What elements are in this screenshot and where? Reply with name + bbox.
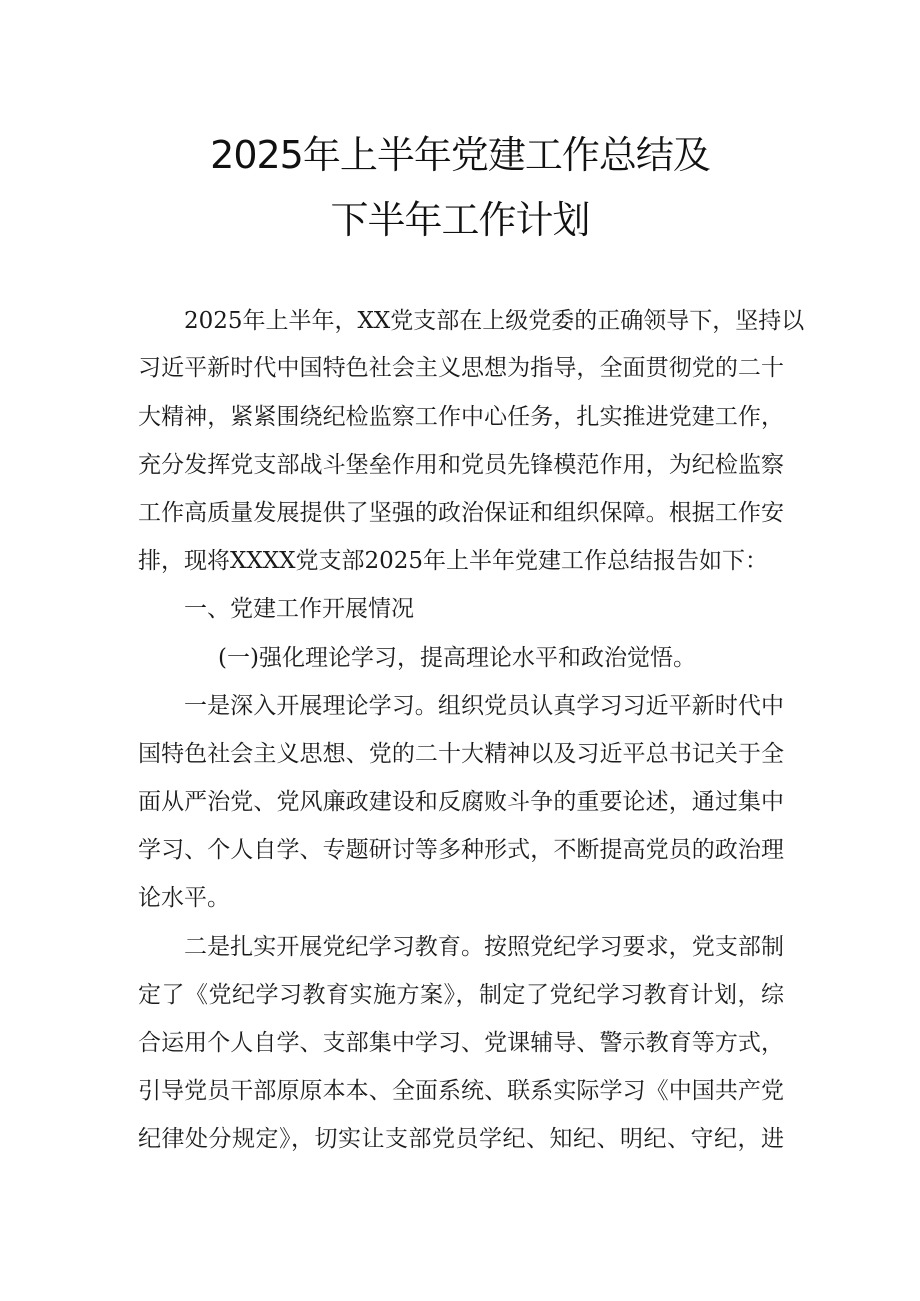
- paragraph-line: 二是扎实开展党纪学习教育。按照党纪学习要求，党支部制: [184, 934, 784, 960]
- paragraph-line: 纪律处分规定》，切实让支部党员学纪、知纪、明纪、守纪，进: [138, 1126, 784, 1152]
- document-title-line-1: 2025年上半年党建工作总结及: [210, 133, 710, 177]
- section-heading: 一、党建工作开展情况: [184, 596, 414, 622]
- paragraph-line: 国特色社会主义思想、党的二十大精神以及习近平总书记关于全: [138, 741, 784, 767]
- paragraph-line: 2025年上半年，XX党支部在上级党委的正确领导下，坚持以: [184, 308, 805, 334]
- subsection-heading: (一)强化理论学习，提高理论水平和政治觉悟。: [218, 645, 696, 671]
- paragraph-line: 论水平。: [138, 885, 230, 911]
- paragraph-line: 工作高质量发展提供了坚强的政治保证和组织保障。根据工作安: [138, 500, 784, 526]
- document-title-line-2: 下半年工作计划: [330, 198, 590, 242]
- paragraph-line: 一是深入开展理论学习。组织党员认真学习习近平新时代中: [184, 693, 784, 719]
- paragraph-line: 大精神，紧紧围绕纪检监察工作中心任务，扎实推进党建工作，: [138, 404, 784, 430]
- paragraph-line: 充分发挥党支部战斗堡垒作用和党员先锋模范作用，为纪检监察: [138, 452, 784, 478]
- paragraph-line: 学习、个人自学、专题研讨等多种形式，不断提高党员的政治理: [138, 837, 784, 863]
- paragraph-line: 定了《党纪学习教育实施方案》，制定了党纪学习教育计划，综: [138, 982, 784, 1008]
- paragraph-line: 排，现将XXXX党支部2025年上半年党建工作总结报告如下：: [138, 548, 769, 574]
- paragraph-line: 引导党员干部原原本本、全面系统、联系实际学习《中国共产党: [138, 1078, 784, 1104]
- paragraph-line: 习近平新时代中国特色社会主义思想为指导，全面贯彻党的二十: [138, 355, 784, 381]
- paragraph-line: 合运用个人自学、支部集中学习、党课辅导、警示教育等方式，: [138, 1030, 784, 1056]
- paragraph-line: 面从严治党、党风廉政建设和反腐败斗争的重要论述，通过集中: [138, 789, 784, 815]
